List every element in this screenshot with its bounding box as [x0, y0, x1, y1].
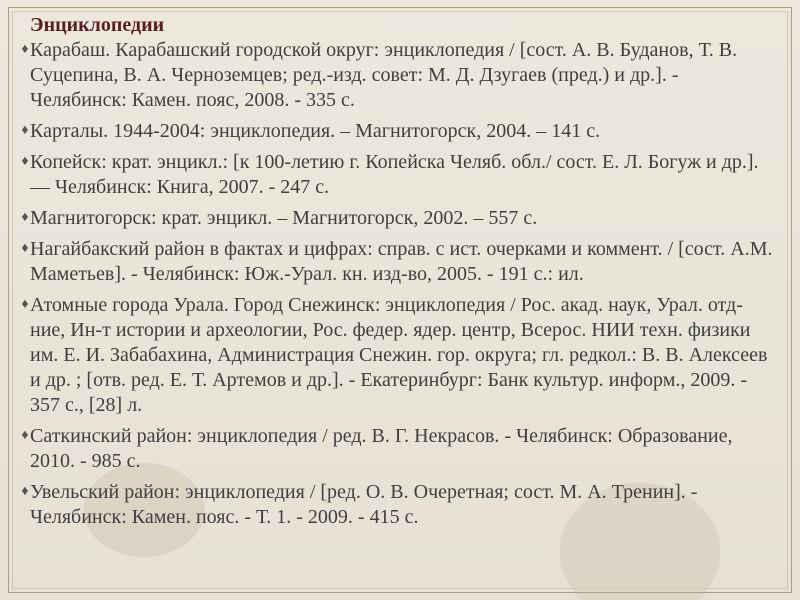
entry-text: Нагайбакский район в фактах и цифрах: справ. с ист. очерками и коммент. / [сост. А.М. Маметьев]. - Челябинск: Юж.-Урал. кн. изд-во, 2005. - 191 с.: ил. — [30, 238, 773, 285]
document-title: Энциклопедии — [30, 14, 165, 36]
entry-list — [20, 38, 774, 530]
list-item — [20, 150, 774, 200]
diamond-bullet-icon: ♦ — [21, 210, 29, 225]
list-item — [20, 38, 774, 113]
entry-text: Атомные города Урала. Город Снежинск: энциклопедия / Рос. акад. наук, Урал. отд-ние, Ин-т истории и археологии, Рос. федер. ядер. центр, Всерос. НИИ техн. физики им. Е. И. Забабахина, Администрация Снежин. гор. округа; гл. редкол.: В. В. Алексеев и др. ; [отв. ред. Е. Т. Артемов и др.]. - Екатеринбург: Банк культур. информ., 2009. - 357 с., [28] л. — [30, 294, 768, 416]
document-content — [6, 6, 794, 594]
diamond-bullet-icon: ♦ — [21, 297, 29, 312]
diamond-bullet-icon: ♦ — [21, 154, 29, 169]
entry-text: Увельский район: энциклопедия / [ред. О. В. Очеретная; сост. М. А. Тренин]. - Челябинск: Камен. пояс. - Т. 1. - 2009. - 415 с. — [30, 481, 698, 528]
list-item — [20, 424, 774, 474]
entry-text: Копейск: крат. энцикл.: [к 100-летию г. Копейска Челяб. обл./ сост. Е. Л. Богуж и др.]. — Челябинск: Книга, 2007. - 247 с. — [30, 151, 759, 198]
entry-text: Саткинский район: энциклопедия / ред. В. Г. Некрасов. - Челябинск: Образование, 2010. - 985 с. — [30, 425, 733, 472]
list-item — [20, 293, 774, 418]
diamond-bullet-icon: ♦ — [21, 241, 29, 256]
entry-text: Магнитогорск: крат. энцикл. – Магнитогорск, 2002. – 557 с. — [30, 207, 538, 229]
diamond-bullet-icon: ♦ — [21, 484, 29, 499]
list-item — [20, 206, 774, 231]
diamond-bullet-icon: ♦ — [21, 428, 29, 443]
entry-text: Карталы. 1944-2004: энциклопедия. – Магнитогорск, 2004. – 141 с. — [30, 120, 601, 142]
list-item — [20, 237, 774, 287]
list-item — [20, 119, 774, 144]
diamond-bullet-icon: ♦ — [21, 42, 29, 57]
list-item — [20, 480, 774, 530]
diamond-bullet-icon: ♦ — [21, 123, 29, 138]
entry-text: Карабаш. Карабашский городской округ: энциклопедия / [сост. А. В. Буданов, Т. В. Суцепина, В. А. Черноземцев; ред.-изд. совет: М. Д. Дзугаев (пред.) и др.]. - Челябинск: Камен. пояс, 2008. - 335 с. — [30, 39, 738, 111]
